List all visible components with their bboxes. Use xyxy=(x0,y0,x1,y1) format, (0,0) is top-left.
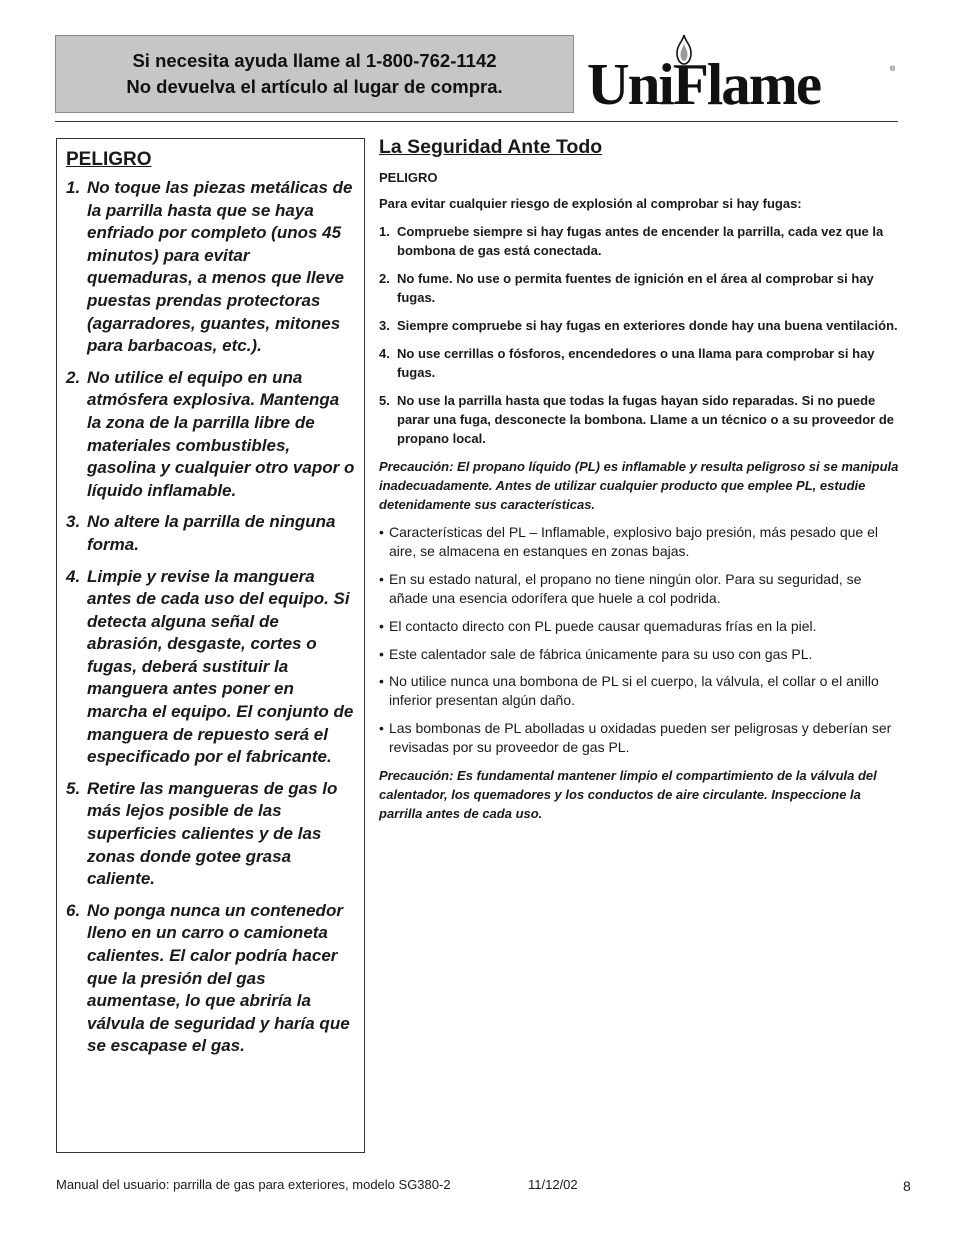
lp-fact-text: Este calentador sale de fábrica únicamente para su uso con gas PL. xyxy=(389,645,813,662)
danger-item-text: Limpie y revise la manguera antes de cada uso del equipo. Si detecta alguna señal de abrasión, desgaste, cortes o fugas, deberá sustituir la manguera antes poner en marcha el equipo. El conjunto de manguera de repuesto será el especificado por el fabricante. xyxy=(87,566,354,767)
footer-manual-title: Manual del usuario: parrilla de gas para exteriores, modelo SG380-2 xyxy=(56,1177,451,1192)
lp-fact-text: Características del PL – Inflamable, explosivo bajo presión, más pesado que el aire, se almacena en estanques en zonas bajas. xyxy=(389,524,878,560)
lp-fact xyxy=(379,645,899,664)
danger-box-title: PELIGRO xyxy=(66,149,152,170)
bullet-icon: • xyxy=(379,617,384,634)
leak-check-step xyxy=(379,316,899,335)
help-phone-line: Si necesita ayuda llame al 1-800-762-1142 xyxy=(132,50,497,71)
leak-check-step xyxy=(379,391,899,448)
danger-box xyxy=(56,138,365,1153)
step-text: Compruebe siempre si hay fugas antes de encender la parrilla, cada vez que la bombona de gas está conectada. xyxy=(397,224,884,258)
safety-section xyxy=(379,134,899,832)
leak-check-steps xyxy=(379,222,899,448)
lp-caution: Precaución: El propano líquido (PL) es inflamable y resulta peligroso si se manipula inadecuadamente. Antes de utilizar cualquier producto que emplee PL, estudie detenidamente sus características. xyxy=(379,459,899,512)
footer-date: 11/12/02 xyxy=(528,1177,578,1192)
step-number: 5. xyxy=(379,393,390,408)
lp-fact xyxy=(379,672,899,710)
step-number: 1. xyxy=(379,224,390,239)
page-number: 8 xyxy=(903,1178,911,1194)
bullet-icon: • xyxy=(379,645,384,662)
step-text: No use la parrilla hasta que todas la fugas hayan sido reparadas. Si no puede parar una fuga, desconecte la bombona. Llame a un técnico o a su proveedor de propano local. xyxy=(397,393,895,446)
step-number: 2. xyxy=(379,271,390,286)
leak-check-step xyxy=(379,269,899,307)
danger-item-number: 3. xyxy=(66,512,81,532)
danger-item xyxy=(66,177,356,358)
no-return-line: No devuelva el artículo al lugar de compra. xyxy=(126,76,503,97)
danger-item-number: 2. xyxy=(66,367,81,387)
danger-item xyxy=(66,778,356,891)
lp-fact xyxy=(379,523,899,561)
cleaning-caution: Precaución: Es fundamental mantener limpio el compartimiento de la válvula del calentador, los quemadores y los conductos de aire circulante. Inspeccione la parrilla antes de cada uso. xyxy=(379,768,877,822)
logo-wordmark: UniFlame xyxy=(587,51,821,117)
danger-item-text: No altere la parrilla de ninguna forma. xyxy=(87,512,336,554)
lp-fact-text: En su estado natural, el propano no tiene ningún olor. Para su seguridad, se añade una esencia odorífera que huele a col podrida. xyxy=(389,570,862,607)
lp-fact-text: El contacto directo con PL puede causar quemaduras frías en la piel. xyxy=(389,617,817,634)
danger-item-text: No utilice el equipo en una atmósfera explosiva. Mantenga la zona de la parrilla libre de materiales combustibles, gasolina y cualquier otro vapor o líquido inflamable. xyxy=(87,367,355,500)
danger-item-number: 1. xyxy=(66,178,81,197)
lp-fact-text: Las bombonas de PL abolladas u oxidadas pueden ser peligrosas y deberían ser revisadas por su proveedor de gas PL. xyxy=(389,720,892,756)
step-number: 3. xyxy=(379,318,390,333)
safety-title: La Seguridad Ante Todo xyxy=(379,136,603,158)
step-number: 4. xyxy=(379,346,390,361)
safety-intro: Para evitar cualquier riesgo de explosión al comprobar si hay fugas: xyxy=(379,196,802,211)
bullet-icon: • xyxy=(379,720,384,737)
danger-item xyxy=(66,367,356,503)
header-divider xyxy=(55,121,898,122)
lp-fact-text: No utilice nunca una bombona de PL si el cuerpo, la válvula, el collar o el anillo inferior presentan algún daño. xyxy=(389,673,879,709)
danger-item-text: No toque las piezas metálicas de la parrilla hasta que se haya enfriado por completo (unos 45 minutos) para evitar quemaduras, a menos que lleve puestas prendas protectoras (agarradores, guantes, mitones para barbacoas, etc.). xyxy=(87,178,353,356)
bullet-icon: • xyxy=(379,673,384,690)
danger-item-text: Retire las mangueras de gas lo más lejos posible de las superficies calientes y de las zonas donde gotee grasa caliente. xyxy=(87,778,338,889)
lp-facts-list xyxy=(379,523,899,758)
danger-item-text: No ponga nunca un contenedor lleno en un carro o camioneta calientes. El calor podría hacer que la presión del gas aumentase, lo que abriría la válvula de seguridad y haría que se escapase el gas. xyxy=(87,900,350,1056)
bullet-icon: • xyxy=(379,570,384,587)
danger-list xyxy=(66,177,356,1058)
step-text: No fume. No use o permita fuentes de ignición en el área al comprobar si hay fugas. xyxy=(397,271,874,305)
uniflame-logo xyxy=(584,30,904,117)
lp-fact xyxy=(379,719,899,757)
registered-mark: ® xyxy=(890,66,896,73)
danger-item-number: 5. xyxy=(66,778,81,798)
leak-check-step xyxy=(379,344,899,382)
bullet-icon: • xyxy=(379,524,384,540)
danger-item-number: 6. xyxy=(66,900,81,920)
lp-fact xyxy=(379,570,899,608)
danger-item-number: 4. xyxy=(66,566,81,586)
danger-item xyxy=(66,566,356,769)
danger-item xyxy=(66,511,356,556)
step-text: No use cerrillas o fósforos, encendedores o una llama para comprobar si hay fugas. xyxy=(397,346,875,380)
step-text: Siempre compruebe si hay fugas en exteriores donde hay una buena ventilación. xyxy=(397,318,898,333)
danger-item xyxy=(66,900,356,1058)
help-banner xyxy=(55,35,574,113)
lp-fact xyxy=(379,617,899,636)
leak-check-step xyxy=(379,222,899,260)
safety-danger-label: PELIGRO xyxy=(379,170,438,185)
